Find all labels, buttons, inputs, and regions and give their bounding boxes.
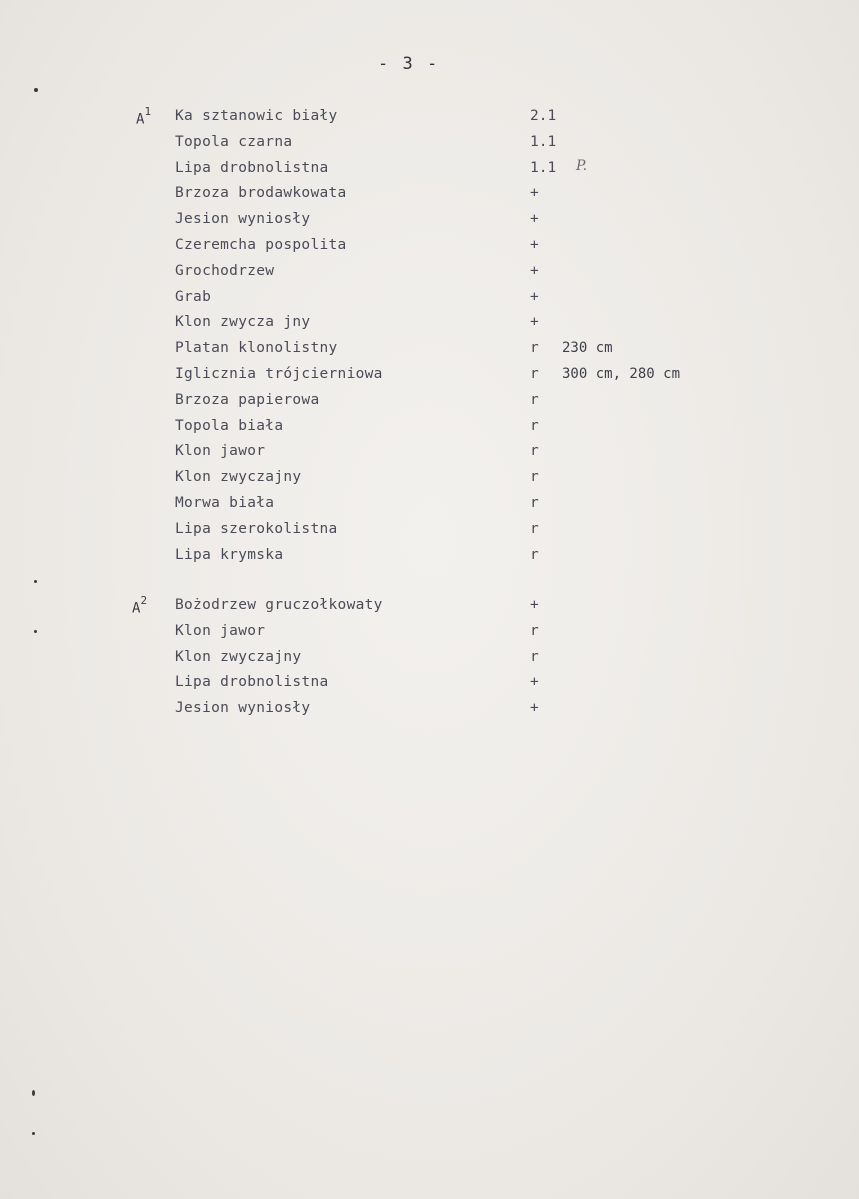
- species-name: Czeremcha pospolita: [175, 237, 347, 253]
- abundance-value: +: [530, 262, 539, 279]
- species-name: Klon jawor: [175, 443, 266, 460]
- species-name: Topola czarna: [175, 133, 293, 150]
- section-superscript: 1: [144, 105, 152, 118]
- species-row: [0, 469, 859, 495]
- abundance-value: +: [530, 237, 539, 253]
- abundance-value: r: [530, 391, 539, 408]
- species-name: Klon zwyczajny: [175, 469, 302, 486]
- abundance-value: +: [530, 185, 539, 202]
- abundance-value: +: [530, 211, 539, 228]
- paper-speck: [34, 580, 37, 583]
- species-name: Topola biała: [175, 417, 284, 434]
- species-row: [0, 700, 859, 726]
- species-row: [0, 314, 859, 340]
- species-row: [0, 418, 859, 444]
- species-row: [0, 443, 859, 469]
- species-row: [0, 649, 859, 675]
- species-row: [0, 289, 859, 315]
- species-row: [0, 674, 859, 700]
- species-name: Klon zwyczajny: [175, 648, 302, 665]
- abundance-value: r: [530, 546, 539, 563]
- species-name: Platan klonolistny: [175, 340, 338, 357]
- abundance-value: r: [530, 622, 539, 639]
- section-superscript: 2: [140, 594, 148, 607]
- species-name: Bożodrzew gruczołkowaty: [175, 597, 383, 613]
- species-name: Lipa szerokolistna: [175, 520, 338, 537]
- paper-speck: [32, 1090, 35, 1096]
- species-name: Brzoza papierowa: [175, 391, 320, 408]
- species-name: Lipa krymska: [175, 546, 284, 563]
- section-letter: A: [132, 600, 141, 617]
- paper-speck: [34, 88, 38, 92]
- circumference-note: 230 cm: [562, 340, 613, 357]
- species-row: [0, 623, 859, 649]
- abundance-value: +: [530, 314, 539, 331]
- species-name: Lipa drobnolistna: [175, 159, 329, 176]
- abundance-value: +: [530, 288, 539, 305]
- abundance-value: r: [530, 443, 539, 460]
- abundance-value: 2.1: [530, 108, 557, 124]
- paper-speck: [32, 1132, 35, 1135]
- abundance-value: r: [530, 340, 539, 357]
- species-row: [0, 108, 859, 134]
- abundance-value: r: [530, 520, 539, 537]
- abundance-value: +: [530, 674, 539, 691]
- handwritten-mark: P.: [576, 157, 588, 174]
- species-name: Ka sztanowic biały: [175, 108, 338, 124]
- species-row: [0, 547, 859, 573]
- paper-speck: [34, 630, 37, 633]
- species-name: Jesion wyniosły: [175, 700, 311, 717]
- species-row: [0, 134, 859, 160]
- species-row: [0, 263, 859, 289]
- abundance-value: 1.1: [530, 133, 557, 150]
- species-row: [0, 340, 859, 366]
- section-letter: A: [136, 111, 145, 128]
- species-name: Klon jawor: [175, 622, 266, 639]
- abundance-value: +: [530, 700, 539, 717]
- species-row: [0, 392, 859, 418]
- species-name: Lipa drobnolistna: [175, 674, 329, 691]
- species-row: [0, 521, 859, 547]
- abundance-value: r: [530, 648, 539, 665]
- species-name: Grab: [175, 288, 212, 305]
- abundance-value: r: [530, 366, 539, 382]
- species-name: Iglicznia trójcierniowa: [175, 366, 383, 382]
- species-row: [0, 597, 859, 623]
- circumference-note: 300 cm, 280 cm: [562, 366, 681, 382]
- species-name: Klon zwycza jny: [175, 314, 311, 331]
- species-name: Morwa biała: [175, 495, 275, 511]
- species-row: [0, 211, 859, 237]
- abundance-value: r: [530, 495, 539, 511]
- abundance-value: +: [530, 597, 539, 613]
- species-row: [0, 185, 859, 211]
- species-row: [0, 157, 859, 186]
- abundance-value: 1.1: [530, 159, 557, 176]
- abundance-value: r: [530, 469, 539, 486]
- abundance-value: r: [530, 417, 539, 434]
- species-name: Brzoza brodawkowata: [175, 185, 347, 202]
- species-row: [0, 366, 859, 392]
- species-row: [0, 237, 859, 263]
- page-number: - 3 -: [378, 54, 440, 74]
- species-name: Jesion wyniosły: [175, 211, 311, 228]
- species-row: [0, 495, 859, 521]
- species-name: Grochodrzew: [175, 262, 275, 279]
